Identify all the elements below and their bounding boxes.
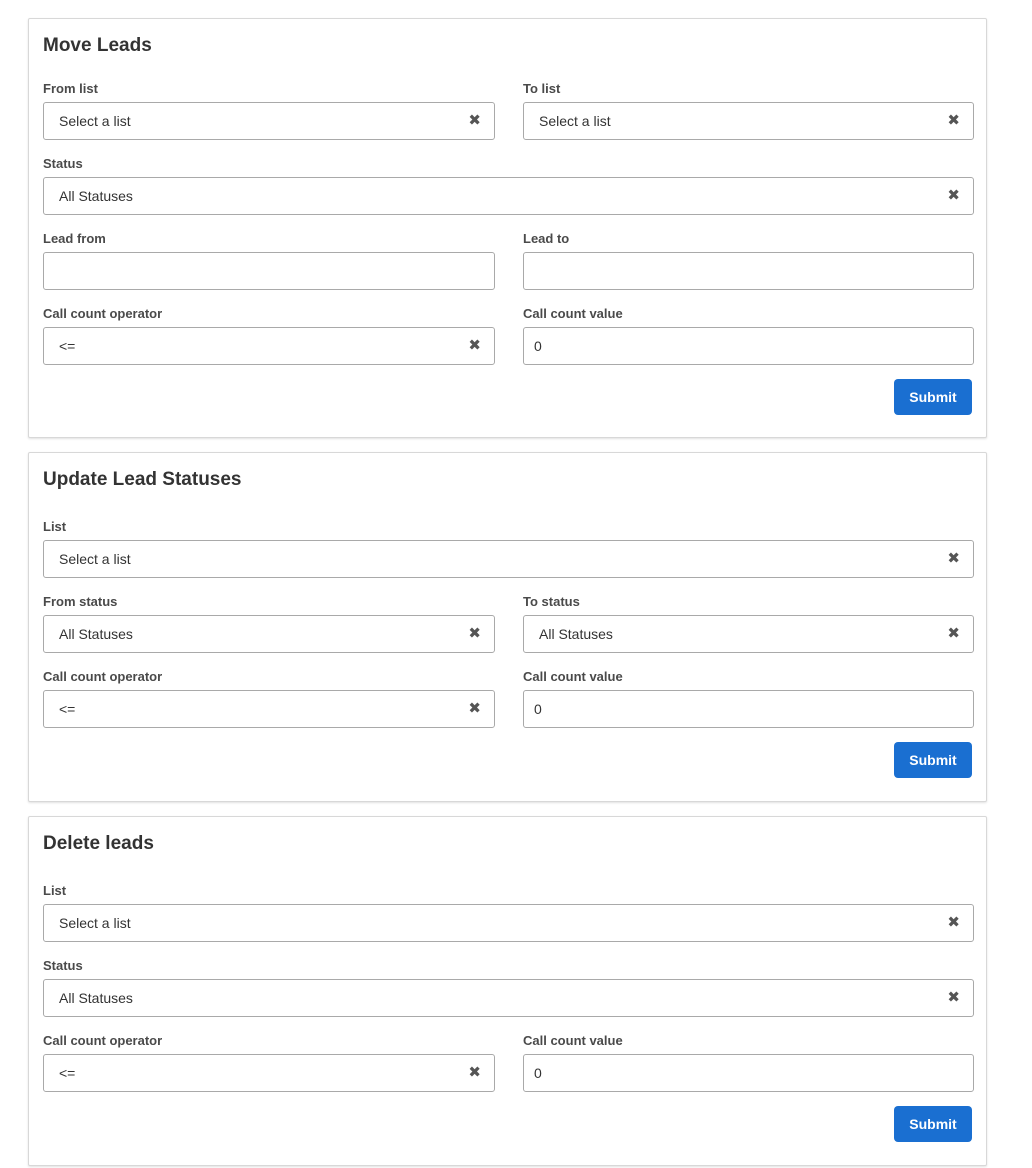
update-lead-statuses-card (28, 452, 987, 802)
list-value: Select a list (59, 551, 131, 567)
call-count-value-label: Call count value (523, 306, 623, 321)
call-count-value: 0 (534, 1065, 542, 1081)
delete-leads-title: Delete leads (43, 833, 154, 854)
to-status-label: To status (523, 594, 580, 609)
status-select[interactable] (43, 979, 974, 1017)
from-status-value: All Statuses (59, 626, 133, 642)
lead-from-input[interactable] (43, 252, 495, 290)
call-count-operator-value: <= (59, 338, 76, 354)
call-count-value-label: Call count value (523, 669, 623, 684)
to-status-value: All Statuses (539, 626, 613, 642)
call-count-value-input[interactable] (523, 690, 974, 728)
clear-icon[interactable]: ✖ (468, 112, 481, 129)
call-count-value-input[interactable] (523, 1054, 974, 1092)
status-select[interactable] (43, 177, 974, 215)
from-list-select[interactable] (43, 102, 495, 140)
list-select[interactable] (43, 904, 974, 942)
submit-button[interactable]: Submit (894, 742, 972, 778)
call-count-operator-label: Call count operator (43, 306, 163, 321)
list-label: List (43, 519, 67, 534)
clear-icon[interactable]: ✖ (947, 914, 960, 931)
move-leads-title: Move Leads (43, 35, 152, 56)
clear-icon[interactable]: ✖ (468, 337, 481, 354)
status-value: All Statuses (59, 188, 133, 204)
clear-icon[interactable]: ✖ (468, 1064, 481, 1081)
call-count-operator-label: Call count operator (43, 1033, 163, 1048)
call-count-operator-select[interactable] (43, 327, 495, 365)
call-count-operator-value: <= (59, 1065, 76, 1081)
status-label: Status (43, 958, 83, 973)
from-list-label: From list (43, 81, 98, 96)
status-label: Status (43, 156, 83, 171)
status-value: All Statuses (59, 990, 133, 1006)
clear-icon[interactable]: ✖ (947, 187, 960, 204)
clear-icon[interactable]: ✖ (947, 550, 960, 567)
clear-icon[interactable]: ✖ (947, 112, 960, 129)
call-count-value: 0 (534, 701, 542, 717)
update-lead-statuses-title: Update Lead Statuses (43, 469, 242, 490)
submit-button[interactable]: Submit (894, 1106, 972, 1142)
from-list-value: Select a list (59, 113, 131, 129)
lead-to-label: Lead to (523, 231, 570, 246)
call-count-value-input[interactable] (523, 327, 974, 365)
call-count-value: 0 (534, 338, 542, 354)
delete-leads-card (28, 816, 987, 1166)
to-list-select[interactable] (523, 102, 974, 140)
list-value: Select a list (59, 915, 131, 931)
clear-icon[interactable]: ✖ (947, 989, 960, 1006)
lead-to-input[interactable] (523, 252, 974, 290)
submit-button[interactable]: Submit (894, 379, 972, 415)
lead-from-label: Lead from (43, 231, 106, 246)
from-status-select[interactable] (43, 615, 495, 653)
move-leads-card (28, 18, 987, 438)
call-count-operator-label: Call count operator (43, 669, 163, 684)
call-count-operator-value: <= (59, 701, 76, 717)
call-count-operator-select[interactable] (43, 1054, 495, 1092)
clear-icon[interactable]: ✖ (947, 625, 960, 642)
list-select[interactable] (43, 540, 974, 578)
to-list-value: Select a list (539, 113, 611, 129)
call-count-value-label: Call count value (523, 1033, 623, 1048)
clear-icon[interactable]: ✖ (468, 700, 481, 717)
to-status-select[interactable] (523, 615, 974, 653)
clear-icon[interactable]: ✖ (468, 625, 481, 642)
to-list-label: To list (523, 81, 561, 96)
from-status-label: From status (43, 594, 118, 609)
call-count-operator-select[interactable] (43, 690, 495, 728)
list-label: List (43, 883, 67, 898)
